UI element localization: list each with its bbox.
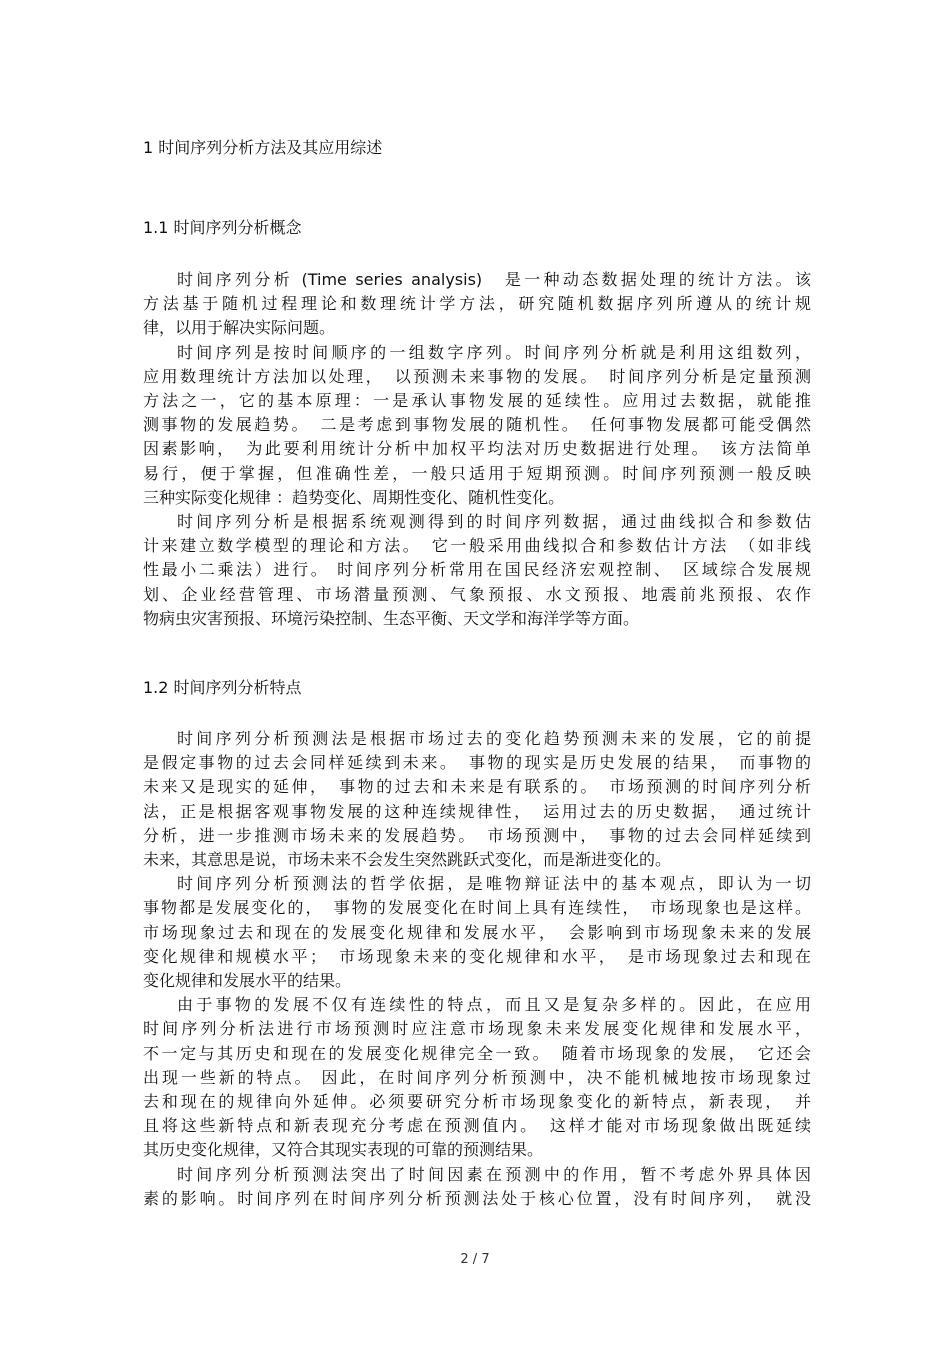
text-line: 时间序列分析预测法突出了时间因素在预测中的作用，暂不考虑外界具体因	[177, 1164, 811, 1184]
text-line: 素的影响。时间序列在时间序列分析预测法处于核心位置，没有时间序列， 就没	[143, 1188, 811, 1208]
text-line: 且将这些新特点和新表现充分考虑在预测值内。 这样才能对市场现象做出既延续	[143, 1116, 811, 1136]
text-line: 计来建立数学模型的理论和方法。 它一般采用曲线拟合和参数估计方法 （如非线	[143, 536, 811, 556]
text-line: 方法之一，它的基本原理：一是承认事物发展的延续性。应用过去数据，就能推	[143, 391, 811, 411]
text-line: 未来又是现实的延伸， 事物的过去和未来是有联系的。 市场预测的时间序列分析	[143, 777, 811, 797]
text-line: 法，正是根据客观事物发展的这种连续规律性， 运用过去的历史数据， 通过统计	[143, 801, 811, 821]
text-line: 由于事物的发展不仅有连续性的特点，而且又是复杂多样的。因此，在应用	[177, 995, 811, 1015]
text-line: 时间序列分析预测法是根据市场过去的变化趋势预测未来的发展，它的前提	[177, 729, 811, 748]
paragraph	[143, 341, 811, 510]
text-line: 性最小二乘法）进行。 时间序列分析常用在国民经济宏观控制、 区域综合发展规	[143, 560, 811, 580]
paragraph	[143, 872, 811, 993]
text-line: 物病虫灾害预报、环境污染控制、生态平衡、天文学和海洋学等方面。	[143, 608, 640, 628]
text-line: 时间序列是按时间顺序的一组数字序列。时间序列分析就是利用这组数列，	[177, 342, 811, 362]
text-line: 去和现在的规律向外延伸。必须要研究分析市场现象变化的新特点，新表现， 并	[143, 1092, 811, 1112]
text-line: 是假定事物的过去会同样延续到未来。 事物的现实是历史发展的结果， 而事物的	[143, 753, 811, 773]
paragraph	[143, 268, 811, 341]
text-line: 测事物的发展趋势。 二是考虑到事物发展的随机性。 任何事物发展都可能受偶然	[143, 415, 811, 435]
text-line: 事物都是发展变化的， 事物的发展变化在时间上具有连续性， 市场现象也是这样。	[143, 898, 811, 918]
text-line: 未来，其意思是说，市场未来不会发生突然跳跃式变化，而是渐进变化的。	[143, 850, 672, 870]
text-line: 其历史变化规律，又符合其现实表现的可靠的预测结果。	[143, 1140, 544, 1160]
text-line: 时间序列分析预测法的哲学依据，是唯物辩证法中的基本观点，即认为一切	[177, 874, 811, 894]
text-line: 变化规律和规模水平； 市场现象未来的变化规律和水平， 是市场现象过去和现在	[143, 946, 811, 966]
text-line: 市场现象过去和现在的发展变化规律和发展水平， 会影响到市场现象未来的发展	[143, 922, 811, 942]
text-line: 方法基于随机过程理论和数理统计学方法，研究随机数据序列所遵从的统计规	[143, 294, 811, 314]
text-line: 因素影响， 为此要利用统计分析中加权平均法对历史数据进行处理。 该方法简单	[143, 439, 811, 459]
section-heading-1-1: 1.1 时间序列分析概念	[143, 218, 302, 237]
paragraph	[143, 727, 811, 872]
text-line: 划、企业经营管理、市场潜量预测、气象预报、水文预报、地震前兆预报、农作	[143, 584, 811, 604]
text-line: 时间序列分析法进行市场预测时应注意市场现象未来发展变化规律和发展水平，	[143, 1019, 811, 1039]
text-line: 三种实际变化规律 ：趋势变化、周期性变化、随机性变化。	[143, 487, 565, 507]
section-heading-1-2: 1.2 时间序列分析特点	[143, 678, 302, 697]
text-line: 律，以用于解决实际问题。	[143, 318, 336, 338]
section-1-2-body	[143, 727, 811, 1211]
text-line: 易行，便于掌握，但准确性差，一般只适用于短期预测。时间序列预测一般反映	[143, 463, 811, 483]
text-line: 变化规律和发展水平的结果。	[143, 971, 352, 991]
section-1-1-body	[143, 268, 811, 631]
page-number: 2 / 7	[460, 1252, 490, 1267]
text-line: 时间序列分析是根据系统观测得到的时间序列数据，通过曲线拟合和参数估	[177, 512, 811, 532]
text-line: 分析，进一步推测市场未来的发展趋势。 市场预测中， 事物的过去会同样延续到	[143, 825, 811, 845]
paragraph	[143, 1163, 811, 1211]
text-line: 应用数理统计方法加以处理， 以预测未来事物的发展。 时间序列分析是定量预测	[143, 366, 811, 386]
chapter-heading: 1 时间序列分析方法及其应用综述	[143, 138, 383, 157]
paragraph	[143, 993, 811, 1162]
text-line: 时间序列分析 (Time series analysis) 是一种动态数据处理的统计方法。该	[177, 270, 811, 289]
paragraph	[143, 510, 811, 631]
text-line: 不一定与其历史和现在的发展变化规律完全一致。 随着市场现象的发展， 它还会	[143, 1043, 811, 1063]
text-line: 出现一些新的特点。 因此，在时间序列分析预测中，决不能机械地按市场现象过	[143, 1067, 811, 1087]
